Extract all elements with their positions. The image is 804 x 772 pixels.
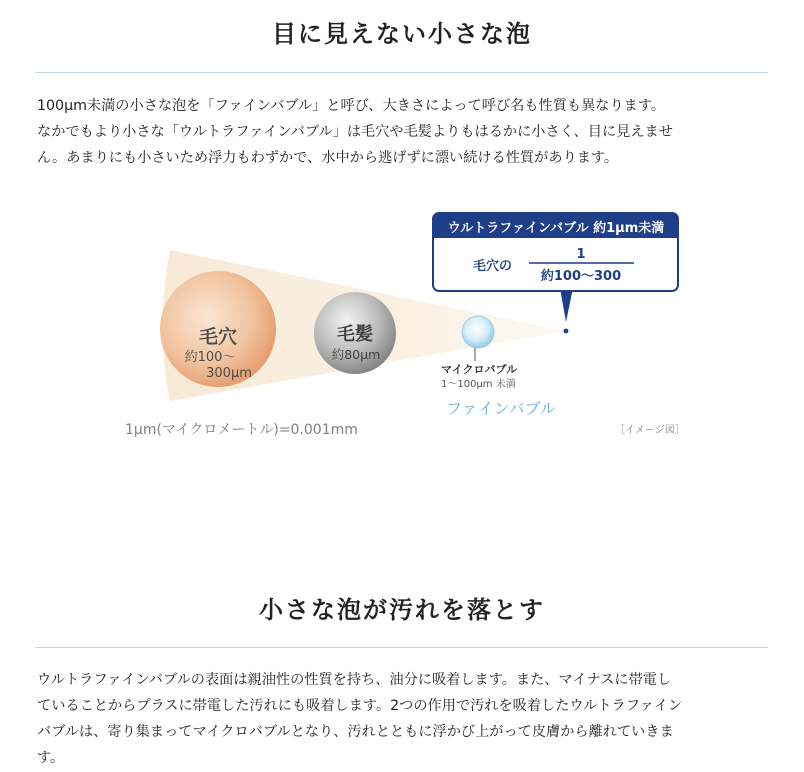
hair-size: 約80μm bbox=[331, 347, 381, 362]
image-note: ［イメージ図］ bbox=[615, 425, 685, 436]
micro-bubble-label: マイクロバブル bbox=[441, 363, 518, 376]
unit-note: 1μm(マイクロメートル)=0.001mm bbox=[125, 422, 358, 438]
ultrafine-callout bbox=[433, 213, 678, 322]
paragraph-line: す。 bbox=[37, 750, 65, 766]
pore-size-line1: 約100〜 bbox=[184, 350, 236, 365]
paragraph-line: なかでもより小さな「ウルトラファインバブル」は毛穴や毛髪よりもはるかに小さく、目に見えませ bbox=[37, 124, 673, 140]
section-heading-bubbles-remove-dirt: 小さな泡が汚れを落とす bbox=[259, 595, 545, 624]
callout-pointer bbox=[560, 288, 573, 322]
callout-label: 毛穴の bbox=[473, 259, 513, 274]
section-divider bbox=[35, 72, 768, 73]
paragraph-line: ん。あまりにも小さいため浮力もわずかで、水中から逃げずに漂い続ける性質があります。 bbox=[37, 150, 619, 166]
paragraph-line: ていることからプラスに帯電した汚れにも吸着します。2つの作用で汚れを吸着したウルトラファイン bbox=[37, 698, 683, 714]
pore-label: 毛穴 bbox=[198, 326, 238, 348]
bubble-size-diagram bbox=[0, 196, 804, 446]
callout-denominator: 約100〜300 bbox=[540, 269, 622, 284]
callout-title: ウルトラファインバブル 約1μm未満 bbox=[447, 221, 665, 236]
section-divider bbox=[35, 647, 768, 648]
paragraph-line: 100μm未満の小さな泡を「ファインバブル」と呼び、大きさによって呼び名も性質も異なります。 bbox=[37, 98, 666, 114]
intro-paragraph bbox=[37, 93, 767, 171]
dirt-removal-paragraph bbox=[37, 667, 767, 771]
hair-label: 毛髪 bbox=[337, 324, 373, 345]
section-heading-invisible-bubbles: 目に見えない小さな泡 bbox=[272, 19, 532, 48]
micro-bubble-circle bbox=[462, 316, 494, 348]
ultrafine-bubble-dot bbox=[564, 329, 569, 334]
fine-bubble-label: ファインバブル bbox=[446, 399, 556, 418]
paragraph-line: ウルトラファインバブルの表面は親油性の性質を持ち、油分に吸着します。また、マイナスに帯電し bbox=[37, 672, 672, 688]
paragraph-line: バブルは、寄り集まってマイクロバブルとなり、汚れとともに浮かび上がって皮膚から離れていきま bbox=[37, 724, 674, 740]
pore-size-line2: 300μm bbox=[206, 366, 252, 381]
micro-bubble-size: 1〜100μm 未満 bbox=[441, 379, 516, 390]
callout-numerator: 1 bbox=[576, 247, 586, 262]
